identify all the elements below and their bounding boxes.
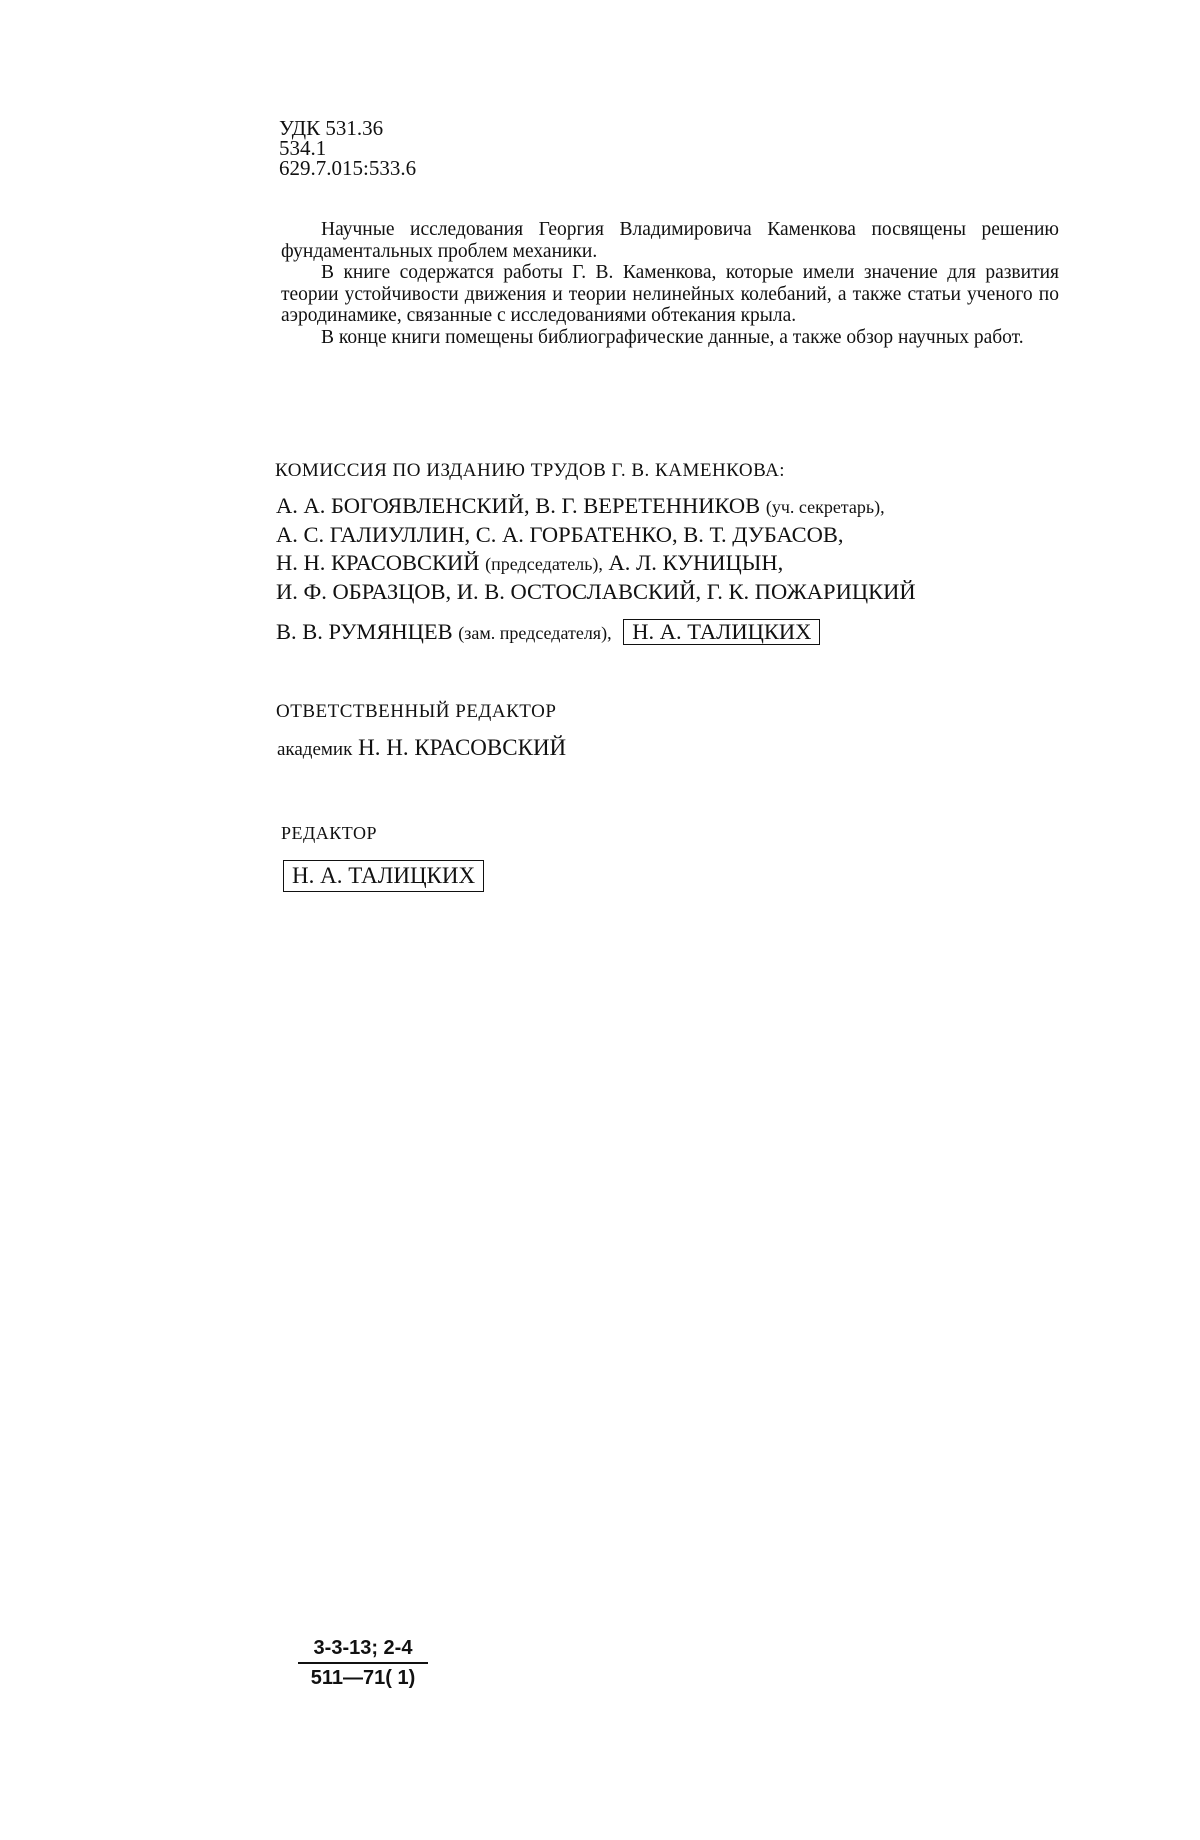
member-names: Н. Н. КРАСОВСКИЙ (276, 550, 480, 575)
udc-line: 629.7.015:533.6 (279, 156, 417, 180)
abstract (281, 219, 1059, 348)
member-line: И. Ф. ОБРАЗЦОВ, И. В. ОСТОСЛАВСКИЙ, Г. К. ПОЖАРИЦКИЙ (276, 579, 916, 604)
member-role: (зам. председателя), (458, 623, 612, 643)
member-line: А. С. ГАЛИУЛЛИН, С. А. ГОРБАТЕНКО, В. Т. ДУБАСОВ, (276, 522, 844, 547)
abstract-paragraph: Научные исследования Георгия Владимировича Каменкова посвящены решению фундаментальных проблем механики. (281, 219, 1059, 262)
member-names: А. Л. КУНИЦЫН, (608, 550, 784, 575)
editor-name: Н. Н. КРАСОВСКИЙ (358, 735, 567, 760)
commission-title: КОМИССИЯ ПО ИЗДАНИЮ ТРУДОВ Г. В. КАМЕНКОВА: (275, 460, 786, 481)
member-names: А. А. БОГОЯВЛЕНСКИЙ, В. Г. ВЕРЕТЕННИКОВ (276, 493, 761, 518)
index-numerator: 3-3-13; 2-4 (298, 1637, 428, 1664)
member-role: (председатель), (485, 554, 603, 574)
udc-codes (279, 118, 416, 178)
academic-title: академик (277, 739, 353, 760)
editor-title: РЕДАКТОР (281, 823, 378, 843)
responsible-editor-title: ОТВЕТСТВЕННЫЙ РЕДАКТОР (276, 701, 557, 722)
udc-line: УДК 531.36 (279, 116, 384, 140)
member-names: В. В. РУМЯНЦЕВ (276, 619, 453, 644)
index-denominator: 511—71( 1) (310, 1667, 416, 1689)
editor-name-box: Н. А. ТАЛИЦКИХ (283, 860, 484, 892)
publication-index (298, 1637, 428, 1690)
abstract-paragraph: В книге содержатся работы Г. В. Каменкова, которые имели значение для развития теории устойчивости движения и теории нелинейных колебаний, а также статьи ученого по аэродинамике, связанные с исследованиями обтекания крыла. (281, 262, 1059, 326)
member-line (276, 549, 916, 578)
member-line (276, 618, 916, 647)
deceased-member-box: Н. А. ТАЛИЦКИХ (623, 619, 820, 645)
commission-members (276, 492, 916, 647)
responsible-editor-name (277, 735, 566, 761)
abstract-paragraph: В конце книги помещены библиографические данные, а также обзор научных работ. (321, 326, 1024, 348)
udc-line: 534.1 (279, 136, 327, 160)
member-line (276, 492, 916, 521)
member-role: (уч. секретарь), (765, 497, 885, 517)
